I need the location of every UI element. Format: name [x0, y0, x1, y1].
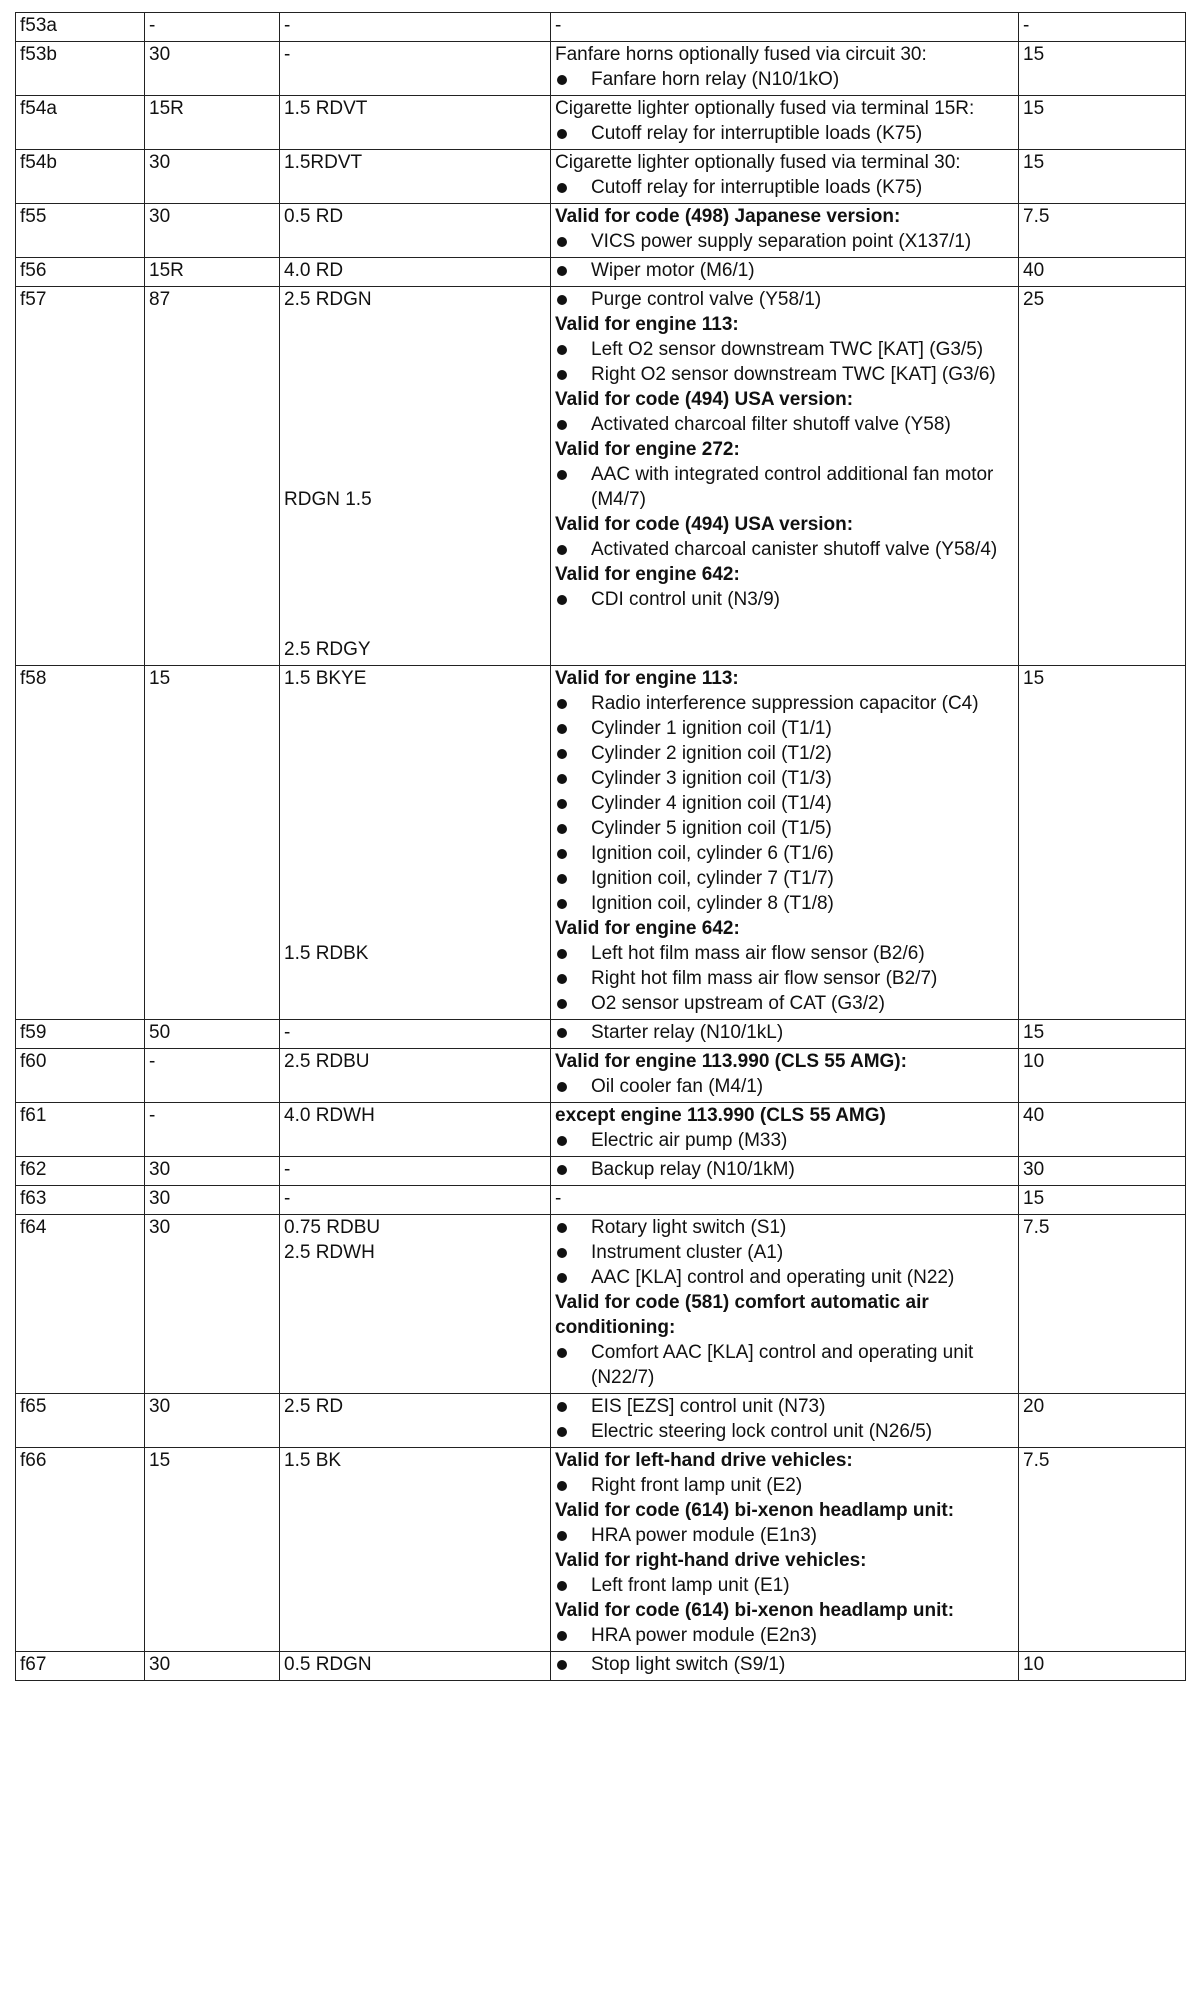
- component-bullet-item: [555, 1265, 1012, 1290]
- component-bullet-item: [555, 941, 1012, 966]
- fuse-id-cell: f57: [16, 287, 145, 666]
- bullet-icon: [555, 1573, 591, 1598]
- wire-value: 1.5 BKYE: [284, 668, 367, 689]
- fuse-id-cell: f54a: [16, 96, 145, 150]
- wire-spacer: [284, 691, 544, 716]
- fuse-rating-cell: 15: [1019, 96, 1186, 150]
- fuse-row-f61: [16, 1103, 1186, 1157]
- wire-spacer: [284, 816, 544, 841]
- component-text: Ignition coil, cylinder 8 (T1/8): [591, 893, 834, 914]
- empty-description: -: [555, 1188, 562, 1209]
- component-text: Activated charcoal filter shutoff valve (Y58): [591, 414, 951, 435]
- component-text: CDI control unit (N3/9): [591, 589, 781, 610]
- component-bullet-item: [555, 1473, 1012, 1498]
- wire-value: -: [284, 15, 291, 36]
- wire-spacer: [284, 741, 544, 766]
- component-bullet-item: [555, 991, 1012, 1016]
- component-text: Cutoff relay for interruptible loads (K75): [591, 123, 923, 144]
- wire-cell: [280, 287, 551, 666]
- fuse-row-f54b: [16, 150, 1186, 204]
- description-cell: [551, 258, 1019, 287]
- component-text: AAC with integrated control additional fan motor (M4/7): [591, 464, 994, 510]
- fuse-id-cell: f55: [16, 204, 145, 258]
- component-bullet-item: [555, 229, 1012, 254]
- component-bullet-item: [555, 816, 1012, 841]
- terminal-cell: 30: [145, 150, 280, 204]
- component-text: Cylinder 5 ignition coil (T1/5): [591, 818, 832, 839]
- bullet-icon: [555, 1523, 591, 1548]
- bullet-icon: [555, 941, 591, 966]
- component-text: HRA power module (E1n3): [591, 1525, 817, 1546]
- component-text: Cylinder 2 ignition coil (T1/2): [591, 743, 832, 764]
- component-text: Cylinder 3 ignition coil (T1/3): [591, 768, 832, 789]
- bullet-icon: [555, 716, 591, 741]
- wire-spacer: [284, 562, 544, 587]
- terminal-cell: 15: [145, 666, 280, 1020]
- wire-spacer: [284, 916, 544, 941]
- component-bullet-item: [555, 891, 1012, 916]
- bullet-icon: [555, 537, 591, 562]
- component-text: O2 sensor upstream of CAT (G3/2): [591, 993, 885, 1014]
- component-text: Radio interference suppression capacitor (C4): [591, 693, 979, 714]
- component-bullet-item: [555, 1523, 1012, 1548]
- description-text: Cigarette lighter optionally fused via terminal 30:: [555, 152, 961, 173]
- bullet-icon: [555, 1157, 591, 1182]
- fuse-id-cell: f59: [16, 1020, 145, 1049]
- component-text: Right front lamp unit (E2): [591, 1475, 803, 1496]
- component-bullet-item: [555, 1240, 1012, 1265]
- validity-condition-heading: Valid for engine 113:: [555, 668, 739, 689]
- wire-value: 2.5 RDWH: [284, 1242, 375, 1263]
- fuse-id-cell: f53b: [16, 42, 145, 96]
- fuse-rating-cell: -: [1019, 13, 1186, 42]
- wire-value: 4.0 RDWH: [284, 1105, 375, 1126]
- component-bullet-item: [555, 1157, 1012, 1182]
- wire-cell: [280, 1448, 551, 1652]
- component-bullet-item: [555, 1419, 1012, 1444]
- fuse-row-f57: [16, 287, 1186, 666]
- component-text: Right O2 sensor downstream TWC [KAT] (G3/6): [591, 364, 996, 385]
- fuse-id-cell: f61: [16, 1103, 145, 1157]
- component-bullet-item: [555, 462, 1012, 512]
- component-bullet-item: [555, 1623, 1012, 1648]
- fuse-row-f56: [16, 258, 1186, 287]
- component-text: Right hot film mass air flow sensor (B2/7): [591, 968, 938, 989]
- bullet-icon: [555, 67, 591, 92]
- bullet-icon: [555, 866, 591, 891]
- fuse-row-f67: [16, 1652, 1186, 1681]
- wire-spacer: [284, 387, 544, 412]
- wire-cell: [280, 42, 551, 96]
- description-cell: [551, 287, 1019, 666]
- bullet-icon: [555, 1340, 591, 1365]
- component-text: Comfort AAC [KLA] control and operating unit (N22/7): [591, 1342, 974, 1388]
- description-text: Fanfare horns optionally fused via circuit 30:: [555, 44, 927, 65]
- wire-spacer: [284, 437, 544, 462]
- wire-spacer: [284, 537, 544, 562]
- bullet-icon: [555, 229, 591, 254]
- wire-spacer: [284, 612, 544, 637]
- component-text: Cutoff relay for interruptible loads (K75): [591, 177, 923, 198]
- component-text: Starter relay (N10/1kL): [591, 1022, 784, 1043]
- wire-cell: [280, 13, 551, 42]
- description-cell: [551, 96, 1019, 150]
- bullet-icon: [555, 362, 591, 387]
- wire-spacer: [284, 312, 544, 337]
- component-text: Oil cooler fan (M4/1): [591, 1076, 764, 1097]
- fuse-rating-cell: 15: [1019, 666, 1186, 1020]
- fuse-rating-cell: 25: [1019, 287, 1186, 666]
- component-text: VICS power supply separation point (X137/1): [591, 231, 972, 252]
- fuse-row-f58: [16, 666, 1186, 1020]
- bullet-icon: [555, 1394, 591, 1419]
- fuse-assignment-table: [15, 12, 1186, 1681]
- component-bullet-item: [555, 1652, 1012, 1677]
- description-cell: [551, 666, 1019, 1020]
- component-bullet-item: [555, 175, 1012, 200]
- validity-condition-heading: Valid for engine 272:: [555, 439, 740, 460]
- component-text: Wiper motor (M6/1): [591, 260, 755, 281]
- bullet-icon: [555, 816, 591, 841]
- bullet-icon: [555, 337, 591, 362]
- wire-cell: [280, 204, 551, 258]
- description-cell: [551, 1020, 1019, 1049]
- description-cell: [551, 204, 1019, 258]
- bullet-icon: [555, 462, 591, 487]
- component-bullet-item: [555, 337, 1012, 362]
- component-bullet-item: [555, 1215, 1012, 1240]
- empty-description: -: [555, 15, 562, 36]
- validity-condition-heading: Valid for code (494) USA version:: [555, 389, 854, 410]
- component-bullet-item: [555, 966, 1012, 991]
- component-bullet-item: [555, 716, 1012, 741]
- component-text: Left O2 sensor downstream TWC [KAT] (G3/5): [591, 339, 984, 360]
- validity-condition-heading: Valid for code (614) bi-xenon headlamp unit:: [555, 1500, 955, 1521]
- bullet-icon: [555, 175, 591, 200]
- fuse-rating-cell: 40: [1019, 258, 1186, 287]
- wire-value: 0.75 RDBU: [284, 1217, 381, 1238]
- component-bullet-item: [555, 1394, 1012, 1419]
- component-bullet-item: [555, 841, 1012, 866]
- fuse-rating-cell: 10: [1019, 1049, 1186, 1103]
- bullet-icon: [555, 741, 591, 766]
- terminal-cell: 15R: [145, 96, 280, 150]
- component-bullet-item: [555, 1074, 1012, 1099]
- fuse-id-cell: f62: [16, 1157, 145, 1186]
- fuse-id-cell: f64: [16, 1215, 145, 1394]
- fuse-table-body: [16, 13, 1186, 1681]
- component-bullet-item: [555, 537, 1012, 562]
- fuse-rating-cell: 7.5: [1019, 204, 1186, 258]
- wire-value: 2.5 RDBU: [284, 1051, 370, 1072]
- wire-value: -: [284, 44, 291, 65]
- bullet-icon: [555, 766, 591, 791]
- description-cell: [551, 1157, 1019, 1186]
- component-bullet-item: [555, 1020, 1012, 1045]
- description-cell: [551, 1049, 1019, 1103]
- wire-value: -: [284, 1188, 291, 1209]
- bullet-icon: [555, 1623, 591, 1648]
- bullet-icon: [555, 1128, 591, 1153]
- component-bullet-item: [555, 362, 1012, 387]
- component-text: Instrument cluster (A1): [591, 1242, 784, 1263]
- wire-cell: [280, 96, 551, 150]
- fuse-row-f63: [16, 1186, 1186, 1215]
- component-text: AAC [KLA] control and operating unit (N22): [591, 1267, 955, 1288]
- bullet-icon: [555, 891, 591, 916]
- wire-value: -: [284, 1022, 291, 1043]
- wire-value: 0.5 RDGN: [284, 1654, 372, 1675]
- component-text: Cylinder 1 ignition coil (T1/1): [591, 718, 832, 739]
- wire-spacer: [284, 412, 544, 437]
- validity-condition-heading: Valid for engine 113.990 (CLS 55 AMG):: [555, 1051, 907, 1072]
- description-cell: [551, 13, 1019, 42]
- terminal-cell: -: [145, 1049, 280, 1103]
- fuse-rating-cell: 7.5: [1019, 1448, 1186, 1652]
- wire-value: 2.5 RDGY: [284, 639, 371, 660]
- wire-spacer: [284, 512, 544, 537]
- component-bullet-item: [555, 1340, 1012, 1390]
- wire-value: 1.5 BK: [284, 1450, 342, 1471]
- fuse-id-cell: f58: [16, 666, 145, 1020]
- wire-spacer: [284, 841, 544, 866]
- terminal-cell: 30: [145, 42, 280, 96]
- bullet-icon: [555, 1419, 591, 1444]
- fuse-row-f54a: [16, 96, 1186, 150]
- wire-value: 4.0 RD: [284, 260, 344, 281]
- wire-cell: [280, 1652, 551, 1681]
- fuse-id-cell: f54b: [16, 150, 145, 204]
- component-text: HRA power module (E2n3): [591, 1625, 817, 1646]
- fuse-row-f53a: [16, 13, 1186, 42]
- component-bullet-item: [555, 412, 1012, 437]
- wire-spacer: [284, 891, 544, 916]
- wire-spacer: [284, 766, 544, 791]
- terminal-cell: 30: [145, 204, 280, 258]
- fuse-rating-cell: 15: [1019, 1020, 1186, 1049]
- wire-cell: [280, 1394, 551, 1448]
- component-text: Backup relay (N10/1kM): [591, 1159, 795, 1180]
- fuse-id-cell: f63: [16, 1186, 145, 1215]
- wire-cell: [280, 1157, 551, 1186]
- fuse-rating-cell: 15: [1019, 1186, 1186, 1215]
- fuse-rating-cell: 15: [1019, 150, 1186, 204]
- fuse-row-f62: [16, 1157, 1186, 1186]
- bullet-icon: [555, 412, 591, 437]
- description-text: Cigarette lighter optionally fused via terminal 15R:: [555, 98, 975, 119]
- terminal-cell: 15: [145, 1448, 280, 1652]
- bullet-icon: [555, 1473, 591, 1498]
- component-text: Electric air pump (M33): [591, 1130, 788, 1151]
- fuse-id-cell: f60: [16, 1049, 145, 1103]
- terminal-cell: 30: [145, 1186, 280, 1215]
- wire-spacer: [284, 716, 544, 741]
- fuse-rating-cell: 7.5: [1019, 1215, 1186, 1394]
- validity-condition-heading: Valid for code (498) Japanese version:: [555, 206, 901, 227]
- fuse-rating-cell: 15: [1019, 42, 1186, 96]
- description-cell: [551, 1394, 1019, 1448]
- fuse-rating-cell: 10: [1019, 1652, 1186, 1681]
- description-cell: [551, 150, 1019, 204]
- bullet-icon: [555, 1652, 591, 1677]
- component-bullet-item: [555, 791, 1012, 816]
- terminal-cell: -: [145, 1103, 280, 1157]
- description-cell: [551, 1186, 1019, 1215]
- fuse-rating-cell: 30: [1019, 1157, 1186, 1186]
- wire-cell: [280, 1020, 551, 1049]
- component-bullet-item: [555, 258, 1012, 283]
- wire-cell: [280, 1049, 551, 1103]
- wire-cell: [280, 666, 551, 1020]
- wire-spacer: [284, 362, 544, 387]
- component-text: Electric steering lock control unit (N26/5): [591, 1421, 933, 1442]
- component-bullet-item: [555, 287, 1012, 312]
- component-text: Stop light switch (S9/1): [591, 1654, 786, 1675]
- component-text: Rotary light switch (S1): [591, 1217, 787, 1238]
- bullet-icon: [555, 991, 591, 1016]
- wire-value: 1.5RDVT: [284, 152, 363, 173]
- bullet-icon: [555, 966, 591, 991]
- bullet-icon: [555, 691, 591, 716]
- component-bullet-item: [555, 866, 1012, 891]
- terminal-cell: 50: [145, 1020, 280, 1049]
- fuse-row-f59: [16, 1020, 1186, 1049]
- wire-cell: [280, 1103, 551, 1157]
- component-bullet-item: [555, 691, 1012, 716]
- fuse-rating-cell: 40: [1019, 1103, 1186, 1157]
- wire-spacer: [284, 337, 544, 362]
- terminal-cell: -: [145, 13, 280, 42]
- description-cell: [551, 42, 1019, 96]
- bullet-icon: [555, 1020, 591, 1045]
- component-bullet-item: [555, 67, 1012, 92]
- terminal-cell: 30: [145, 1157, 280, 1186]
- wire-cell: [280, 150, 551, 204]
- wire-spacer: [284, 791, 544, 816]
- validity-condition-heading: Valid for code (581) comfort automatic air conditioning:: [555, 1292, 929, 1338]
- fuse-row-f66: [16, 1448, 1186, 1652]
- validity-condition-heading: Valid for code (494) USA version:: [555, 514, 854, 535]
- component-bullet-item: [555, 1573, 1012, 1598]
- component-text: Left front lamp unit (E1): [591, 1575, 790, 1596]
- fuse-row-f55: [16, 204, 1186, 258]
- validity-condition-heading: Valid for engine 113:: [555, 314, 739, 335]
- bullet-icon: [555, 791, 591, 816]
- terminal-cell: 30: [145, 1394, 280, 1448]
- component-text: Activated charcoal canister shutoff valve (Y58/4): [591, 539, 998, 560]
- fuse-row-f60: [16, 1049, 1186, 1103]
- fuse-row-f64: [16, 1215, 1186, 1394]
- wire-value: -: [284, 1159, 291, 1180]
- bullet-icon: [555, 1074, 591, 1099]
- wire-cell: [280, 1215, 551, 1394]
- wire-value: RDGN 1.5: [284, 489, 372, 510]
- wire-spacer: [284, 866, 544, 891]
- component-text: Fanfare horn relay (N10/1kO): [591, 69, 840, 90]
- component-bullet-item: [555, 121, 1012, 146]
- bullet-icon: [555, 1240, 591, 1265]
- component-bullet-item: [555, 1128, 1012, 1153]
- component-text: Purge control valve (Y58/1): [591, 289, 822, 310]
- bullet-icon: [555, 1215, 591, 1240]
- validity-condition-heading: Valid for engine 642:: [555, 564, 740, 585]
- wire-cell: [280, 1186, 551, 1215]
- wire-cell: [280, 258, 551, 287]
- component-text: EIS [EZS] control unit (N73): [591, 1396, 826, 1417]
- wire-value: 0.5 RD: [284, 206, 344, 227]
- bullet-icon: [555, 1265, 591, 1290]
- validity-condition-heading: Valid for code (614) bi-xenon headlamp unit:: [555, 1600, 955, 1621]
- bullet-icon: [555, 287, 591, 312]
- description-cell: [551, 1215, 1019, 1394]
- bullet-icon: [555, 587, 591, 612]
- terminal-cell: 30: [145, 1652, 280, 1681]
- fuse-id-cell: f56: [16, 258, 145, 287]
- wire-value: 1.5 RDBK: [284, 943, 369, 964]
- component-bullet-item: [555, 587, 1012, 612]
- fuse-id-cell: f67: [16, 1652, 145, 1681]
- terminal-cell: 30: [145, 1215, 280, 1394]
- fuse-rating-cell: 20: [1019, 1394, 1186, 1448]
- description-cell: [551, 1103, 1019, 1157]
- bullet-icon: [555, 258, 591, 283]
- component-bullet-item: [555, 766, 1012, 791]
- component-bullet-item: [555, 741, 1012, 766]
- fuse-id-cell: f66: [16, 1448, 145, 1652]
- bullet-icon: [555, 121, 591, 146]
- component-text: Cylinder 4 ignition coil (T1/4): [591, 793, 832, 814]
- wire-value: 2.5 RDGN: [284, 289, 372, 310]
- fuse-row-f53b: [16, 42, 1186, 96]
- component-text: Ignition coil, cylinder 7 (T1/7): [591, 868, 834, 889]
- description-cell: [551, 1652, 1019, 1681]
- fuse-id-cell: f65: [16, 1394, 145, 1448]
- wire-spacer: [284, 587, 544, 612]
- validity-condition-heading: Valid for left-hand drive vehicles:: [555, 1450, 853, 1471]
- wire-spacer: [284, 462, 544, 487]
- validity-condition-heading: except engine 113.990 (CLS 55 AMG): [555, 1105, 886, 1126]
- wire-value: 1.5 RDVT: [284, 98, 368, 119]
- component-text: Left hot film mass air flow sensor (B2/6): [591, 943, 925, 964]
- validity-condition-heading: Valid for engine 642:: [555, 918, 740, 939]
- description-cell: [551, 1448, 1019, 1652]
- terminal-cell: 87: [145, 287, 280, 666]
- terminal-cell: 15R: [145, 258, 280, 287]
- component-text: Ignition coil, cylinder 6 (T1/6): [591, 843, 834, 864]
- bullet-icon: [555, 841, 591, 866]
- validity-condition-heading: Valid for right-hand drive vehicles:: [555, 1550, 867, 1571]
- fuse-row-f65: [16, 1394, 1186, 1448]
- fuse-id-cell: f53a: [16, 13, 145, 42]
- wire-value: 2.5 RD: [284, 1396, 344, 1417]
